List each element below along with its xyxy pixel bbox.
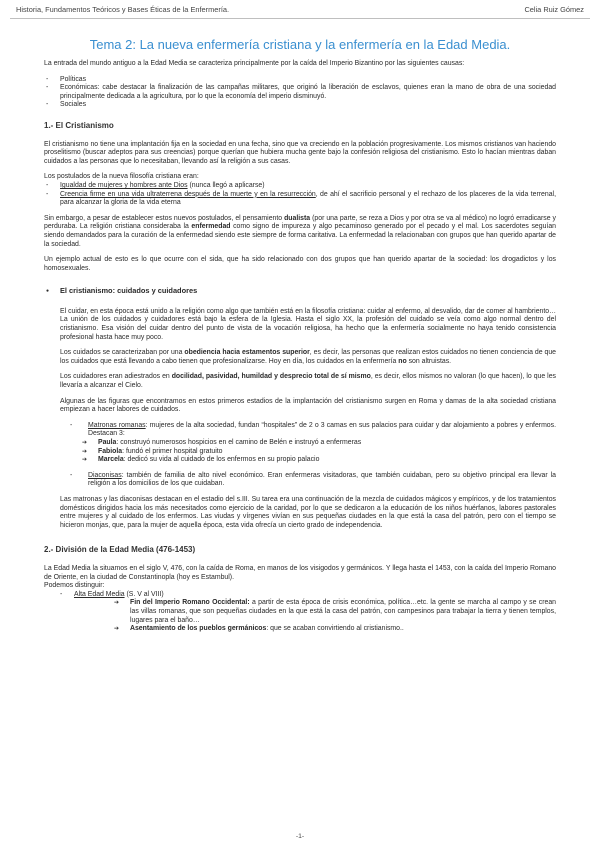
- paragraph: Los cuidadores eran adiestrados en docilidad, pasividad, humildad y desprecio total de sí mismo, es decir, ellos mismos no valoran (lo que hacen), lo que les llevaría a alcanzar el Cielo.: [60, 373, 556, 390]
- matrona-marcela: ➔ Marcela: dedicó su vida al cuidado de los enfermos en su propio palacio: [68, 456, 556, 465]
- paragraph: Un ejemplo actual de esto es lo que ocurre con el sida, que ha sido relacionado con dos grupos que han querido apartar de la sociedad: los drogadictos y los homosexuales.: [44, 256, 556, 272]
- paragraph: Los cuidados se caracterizaban por una obediencia hacia estamentos superior, es decir, las personas que realizan estos cuidados no tienen conciencia de que los cuidados que está llevando a cabo tienen que profesionalizarse. Hoy en día, los cuidados en la enfermería no son altruistas.: [60, 349, 556, 365]
- intro-paragraph: La entrada del mundo antiguo a la Edad Media se caracteriza principalmente por la caída del Imperio Bizantino por las siguientes causas:: [44, 60, 465, 67]
- section-heading-cristianismo: 1.- El Cristianismo: [44, 120, 114, 130]
- diaconisas-item: - Diaconisas: también de familia de alto nivel económico. Eran enfermeras visitadoras, que también cuidaban, pero su objetivo principal era llevar la religión a los domicilios de los que cuidaban.: [64, 472, 556, 489]
- list-item: - Políticas: [44, 76, 556, 85]
- list-item: - Creencia firme en una vida ultraterrena después de la muerte y en la resurrección, de ahí el sacrificio personal y el rechazo de los placeres de la vida terrenal, para alcanzar la gloria de la vida eterna: [44, 191, 556, 208]
- paragraph: Podemos distinguir:: [44, 582, 105, 590]
- paragraph: La Edad Media la situamos en el siglo V, 476, con la caída de Roma, en manos de los visigodos y germánicos. Y llega hasta el 1453, con la caída del Imperio Romano de Oriente, en la ciudad de Constantinopla (hoy es Estambul).: [44, 564, 556, 581]
- alta-item-fin-imperio: ➔ Fin del Imperio Romano Occidental: a partir de esta época de crisis económica, política…etc. la gente se marcha al campo y se crean las villas romanas, que son pequeñas ciudades en la que está la casa del patrón, con campesinos para trabajar la tierra y tienen templos, lugares para el baño…: [100, 599, 556, 625]
- paragraph: Algunas de las figuras que encontramos en estos primeros estadios de la implantación del cristianismo surgen en Roma y damas de la alta sociedad cristiana empiezan a hacer labores de cuidados.: [60, 397, 556, 414]
- paragraph: Las matronas y las diaconisas destacan en el estadio del s.III. Su tarea era una continuación de la mezcla de cuidados mágicos y empíricos, y de los tratamientos domésticos dirigidos hacia los más necesitados como ejercicio de la caridad, por lo que se dedicaron a la educación de los niños huérfanos, labores pastorales entre mujeres y al cuidado de los enfermos. Las viudas y vírgenes vivían en sus pequeñas ciudades en la que está la casa del patrón, pero con el tiempo se hicieron monjas, que, para la mujer de aquella época, esta vida ofrecía un cierto grado de independencia.: [60, 495, 556, 529]
- list-item: - Sociales: [44, 101, 556, 110]
- matrona-fabiola: ➔ Fabiola: fundó el primer hospital gratuito: [68, 448, 556, 457]
- matronas-item: - Matronas romanas: mujeres de la alta sociedad, fundan “hospitales” de 2 o 3 camas en sus palacios para cuidar y dar alojamiento a pobres y enfermos. Destacan 3:: [64, 422, 556, 439]
- header-course: Historia, Fundamentos Teóricos y Bases Éticas de la Enfermería.: [16, 4, 230, 14]
- periods-list: [44, 591, 556, 600]
- paragraph: Sin embargo, a pesar de establecer estos nuevos postulados, el pensamiento dualista (por una parte, se reza a Dios y por otra se va al médico) no logró erradicarse y perduraba. La religión cristiana consideraba la enfermedad como signo de impureza y algo pecaminoso generado por el pecado y el mal. Los sacerdotes seguían siendo demandados para la curación de la enfermedad siendo este siempre de forma caritativa. La enfermedad la relacionaban con grupos que han querido apartar de la sociedad.: [44, 214, 556, 248]
- header-author: Celia Ruiz Gómez: [524, 4, 584, 14]
- page-title: Tema 2: La nueva enfermería cristiana y la enfermería en la Edad Media.: [89, 37, 511, 52]
- page-number: -1-: [295, 833, 305, 840]
- matrona-paula: ➔ Paula: construyó numerosos hospicios en el camino de Belén e instruyó a enfermeras: [68, 439, 556, 448]
- page-header: [10, 0, 590, 19]
- section-heading-edad-media: 2.- División de la Edad Media (476-1453): [44, 545, 196, 555]
- subsection-heading-cuidados: ● El cristianismo: cuidados y cuidadores: [44, 287, 556, 296]
- list-item: - Igualdad de mujeres y hombres ante Dios (nunca llegó a aplicarse): [44, 182, 556, 191]
- document-body: [44, 60, 556, 634]
- paragraph: Los postulados de la nueva filosofía cristiana eran:: [44, 173, 199, 181]
- causes-list: [44, 76, 556, 110]
- list-item: - Económicas: cabe destacar la finalización de las campañas militares, que originó la liberación de esclavos, quienes eran la mano de obra de una sociedad principalmente dedicada a la agricultura, por lo que la economía del imperio disminuyó.: [44, 84, 556, 101]
- paragraph: El cristianismo no tiene una implantación fija en la sociedad en una fecha, sino que va creciendo en la población progresivamente. Los mismos cristianos van haciendo proselitismo (buscar adeptos para sus creencias) porque querían que hubiera mucha gente bajo la confesión religiosa del cristianismo. Esto lo hacían mientras daban cuidados a las personas que lo necesitaban, llevando así la religión a sus casas.: [44, 140, 556, 165]
- alta-item-germanicos: ➔ Asentamiento de los pueblos germánicos: que se acaban convirtiendo al cristianismo..: [100, 625, 556, 634]
- list-item: - Alta Edad Media (S. V al VIII): [58, 591, 556, 600]
- paragraph: El cuidar, en esta época está unido a la religión como algo que también está en la filosofía cristiana: cuidar al enfermo, al desvalido, dar de comer al hambriento… La unión de los cuidados y cuidadores está bajo la esfera de la Iglesia. Hasta el siglo XX, la profesión del cuidado se veía como algo normal dentro del cristianismo. Esa visión del cuidar dentro del punto de vista de la vocación religiosa, ha hecho que la enfermería socialmente no haya tenido consistencia profesional hasta hace muy poco.: [60, 307, 556, 341]
- postulates-list: [44, 182, 556, 208]
